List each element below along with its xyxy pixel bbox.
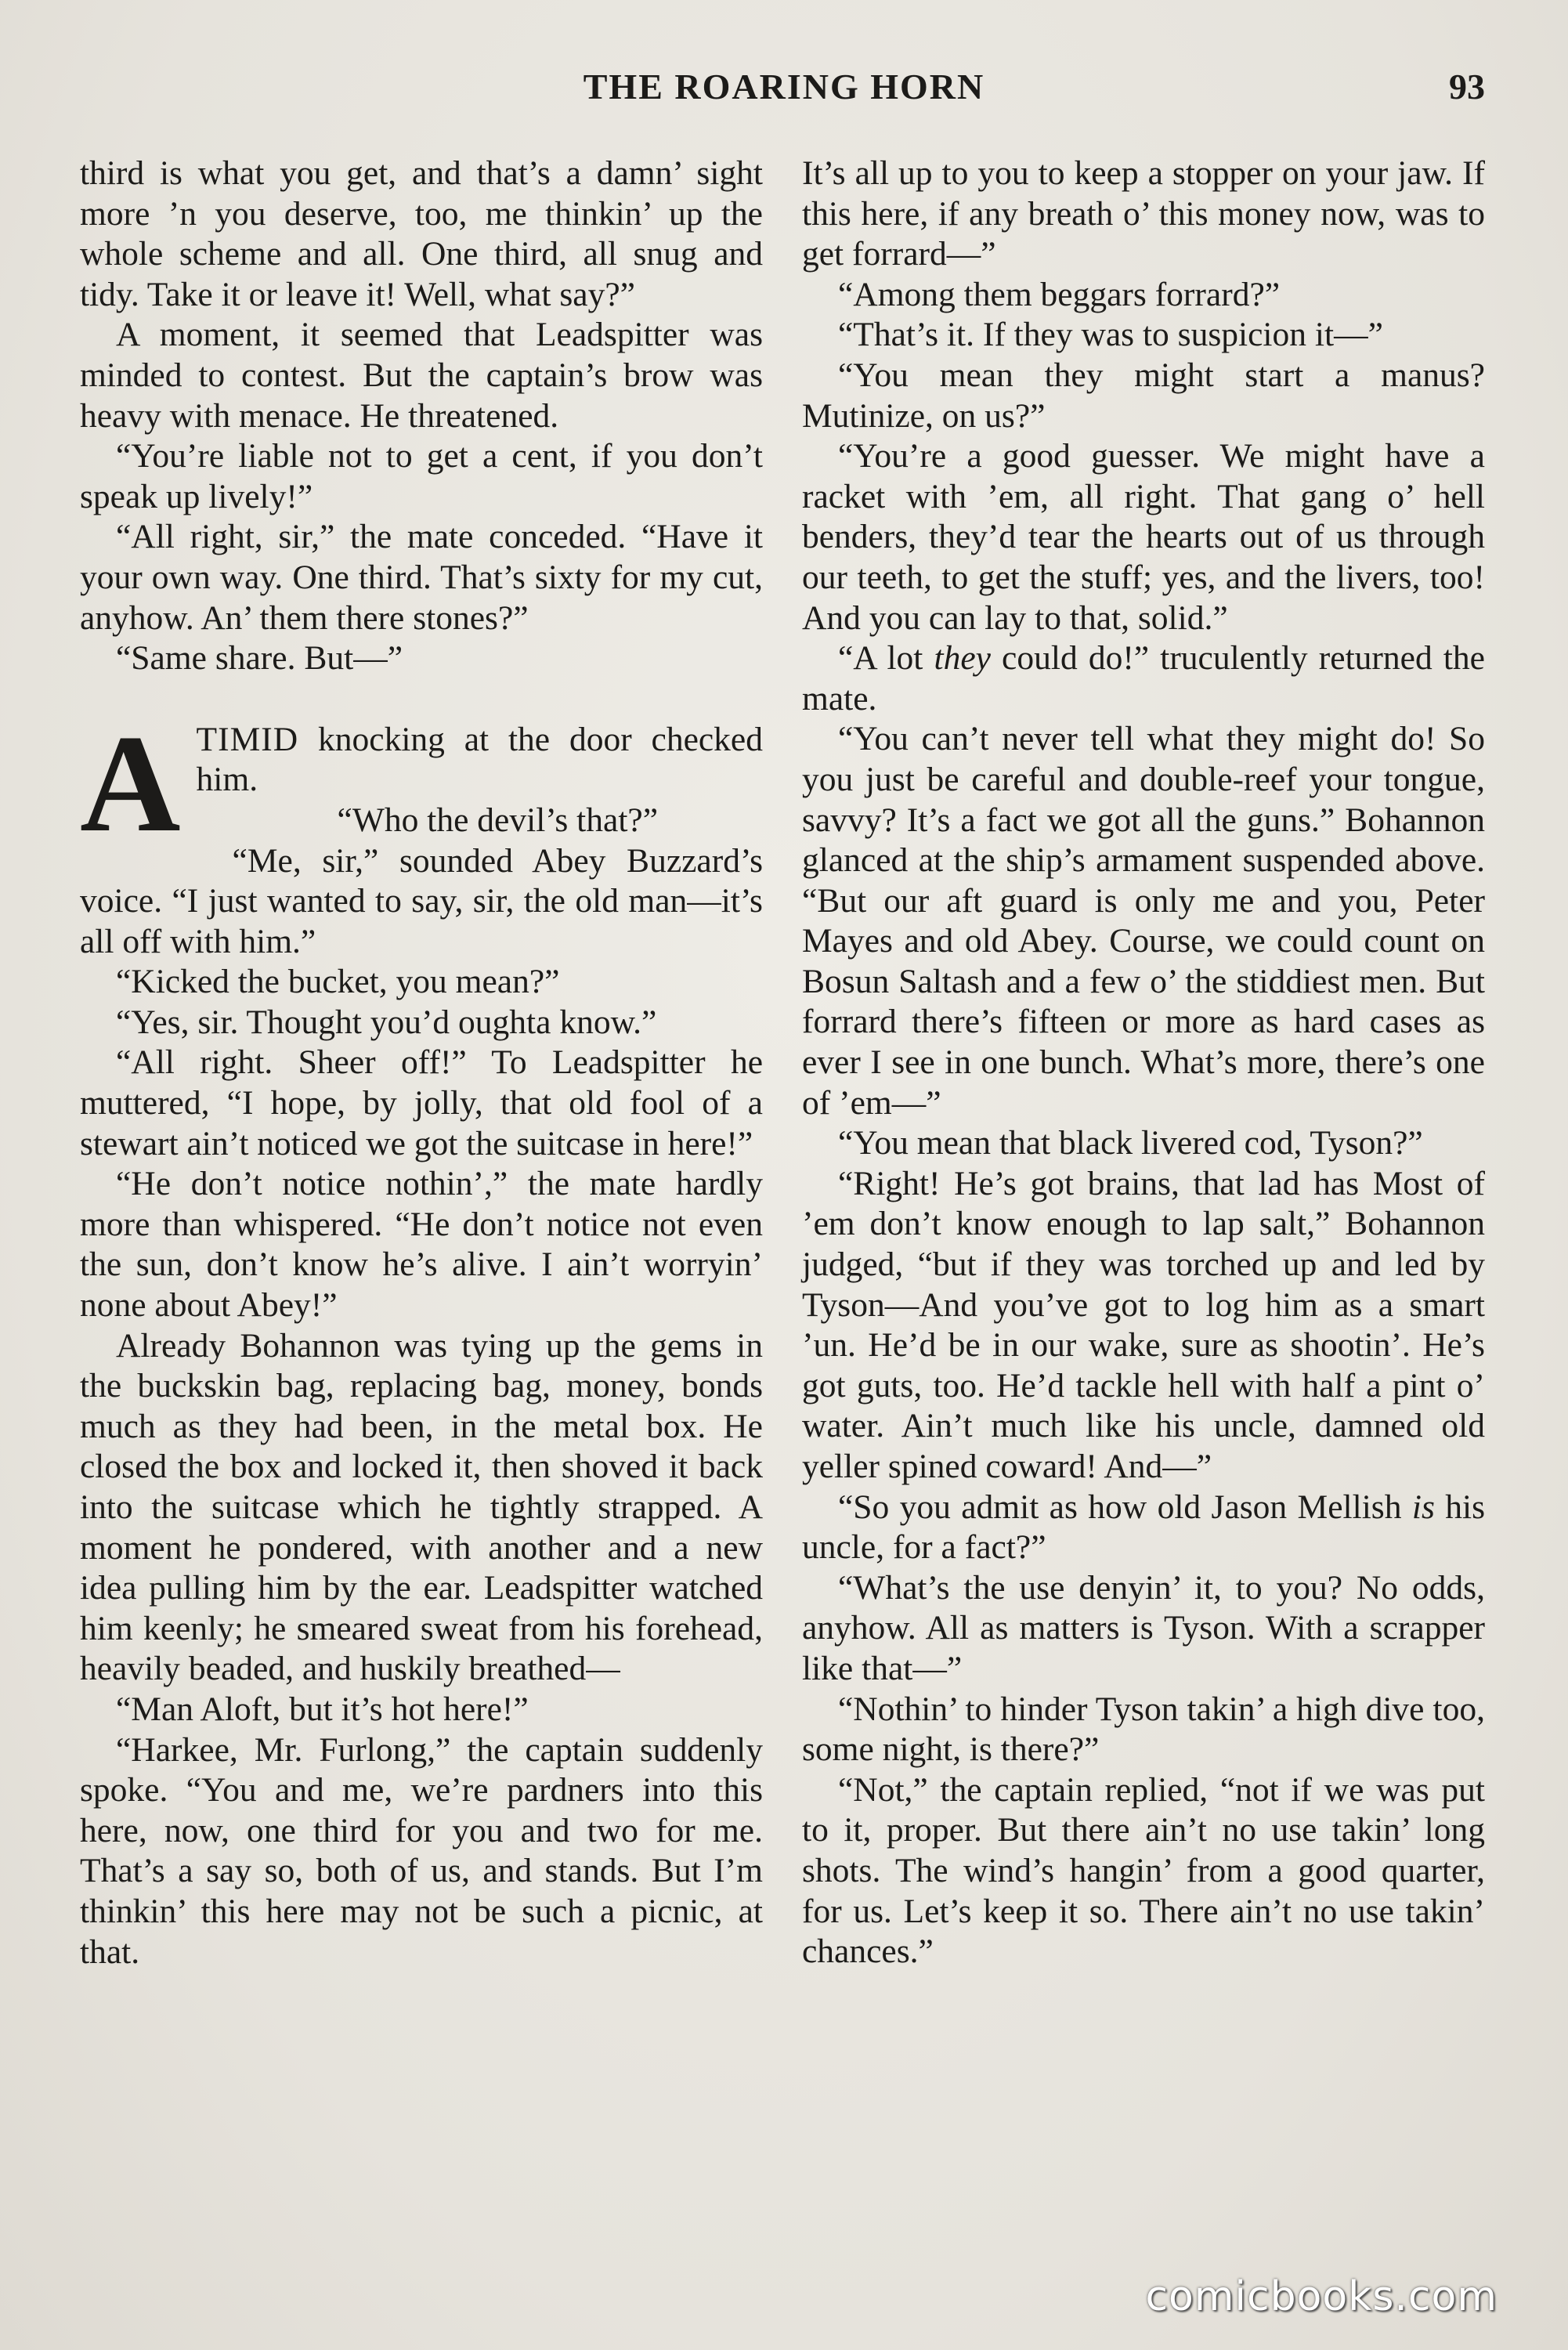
paragraph: “What’s the use denyin’ it, to you? No odds, anyhow. All as matters is Tyson. With a scrapper like that—” (802, 1568, 1485, 1687)
section-break (80, 679, 763, 720)
paragraph: “That’s it. If they was to suspicion it—” (838, 316, 1383, 354)
paragraph: “Yes, sir. Thought you’d oughta know.” (116, 1003, 657, 1041)
running-title: THE ROARING HORN (583, 67, 985, 107)
paragraph: It’s all up to you to keep a stopper on your jaw. If this here, if any breath o’ this money now, was to get forrard—” (802, 154, 1485, 273)
paragraph-text: knocking at the door checked him. (196, 720, 763, 799)
paragraph: “Nothin’ to hinder Tyson takin’ a high dive too, some night, is there?” (802, 1690, 1485, 1769)
paragraph: “Right! He’s got brains, that lad has Most of ’em don’t know enough to lap salt,” Bohannon judged, “but if they was torched up and led by Tyson—And you’ve got to log him as a smart ’un. He’d be in our wake, sure as shootin’. He’s got guts, too. He’d tackle hell with half a pint o’ water. Ain’t much like his uncle, damned old yeller spined coward! And—” (802, 1164, 1485, 1485)
right-column (802, 154, 1485, 1972)
emphasis: is (1411, 1488, 1435, 1526)
paragraph (802, 638, 1485, 719)
paragraph: “Harkee, Mr. Furlong,” the captain suddenly spoke. “You and me, we’re pardners into this here, now, one third for you and two for me. That’s a say so, both of us, and stands. But I’m thinkin’ this here may not be such a picnic, at that. (80, 1730, 763, 1971)
paragraph: “You’re a good guesser. We might have a racket with ’em, all right. That gang o’ hell benders, they’d tear the hearts out of us through our teeth, to get the stuff; yes, and the livers, too! And you can lay to that, solid.” (802, 437, 1485, 637)
paragraph: “Kicked the bucket, you mean?” (116, 963, 560, 1001)
paragraph: A moment, it seemed that Leadspitter was minded to contest. But the captain’s brow was heavy with menace. He threatened. (80, 316, 763, 435)
paragraph-text: could do!” truculently returned the mate. (802, 639, 1485, 718)
paragraph-text: his uncle, for a fact?” (802, 1488, 1486, 1567)
paragraph: third is what you get, and that’s a damn’ sight more ’n you deserve, too, me thinkin’ up the whole scheme and all. One third, all snug and tidy. Take it or leave it! Well, what say?” (80, 154, 763, 313)
paragraph: “You mean that black livered cod, Tyson?” (838, 1124, 1423, 1162)
paragraph-text: “So you admit as how old Jason Mellish (838, 1488, 1412, 1526)
paragraph-text: “A lot (838, 639, 934, 678)
paragraph: “All right. Sheer off!” To Leadspitter he muttered, “I hope, by jolly, that old fool of a stewart ain’t noticed we got the suitcase in here!” (80, 1043, 763, 1162)
paragraph: “Same share. But—” (116, 639, 403, 678)
drop-cap: A (80, 705, 181, 861)
paragraph: “Me, sir,” sounded Abey Buzzard’s voice. “I just wanted to say, sir, the old man—it’s all off with him.” (80, 841, 763, 960)
paragraph: “Not,” the captain replied, “not if we was put to it, proper. But there ain’t no use takin’ long shots. The wind’s hangin’ from a good quarter, for us. Let’s keep it so. There ain’t no use takin’ chances.” (802, 1770, 1485, 1971)
paragraph (802, 1488, 1485, 1568)
paragraph: “He don’t notice nothin’,” the mate hardly more than whispered. “He don’t notice not even the sun, don’t know he’s alive. I ain’t worryin’ none about Abey!” (80, 1165, 763, 1325)
paragraph: “You’re liable not to get a cent, if you don’t speak up lively!” (80, 437, 763, 515)
paragraph: “All right, sir,” the mate conceded. “Have it your own way. One third. That’s sixty for my cut, anyhow. An’ them there stones?” (80, 518, 763, 637)
small-caps-lead: TIMID (196, 720, 299, 758)
paragraph: “Man Aloft, but it’s hot here!” (116, 1690, 529, 1728)
watermark: comicbooks.com (1145, 2273, 1498, 2320)
running-head (0, 66, 1568, 121)
emphasis: they (934, 639, 991, 678)
paragraph: “You can’t never tell what they might do! So you just be careful and double-reef your tongue, savvy? It’s a fact we got all the guns.” Bohannon glanced at the ship’s armament suspended above. “But our aft guard is only me and you, Peter Mayes and old Abey. Course, we could count on Bosun Saltash and a few o’ the stiddiest men. But forrard there’s fifteen or more as hard cases as ever I see in one bunch. What’s more, there’s one of ’em—” (802, 720, 1485, 1122)
paragraph: Already Bohannon was tying up the gems in the buckskin bag, replacing bag, money, bonds much as they had been, in the metal box. He closed the box and locked it, then shoved it back into the suitcase which he tightly strapped. A moment he pondered, with another and a new idea pulling him by the ear. Leadspitter watched him keenly; he smeared sweat from his forehead, heavily beaded, and huskily breathed— (80, 1326, 763, 1688)
paragraph: “Who the devil’s that?” (337, 801, 659, 839)
paragraph: “Among them beggars forrard?” (838, 275, 1281, 313)
paragraph: “You mean they might start a manus? Mutinize, on us?” (802, 356, 1485, 435)
left-column (80, 154, 763, 1972)
page-number: 93 (1449, 67, 1485, 107)
